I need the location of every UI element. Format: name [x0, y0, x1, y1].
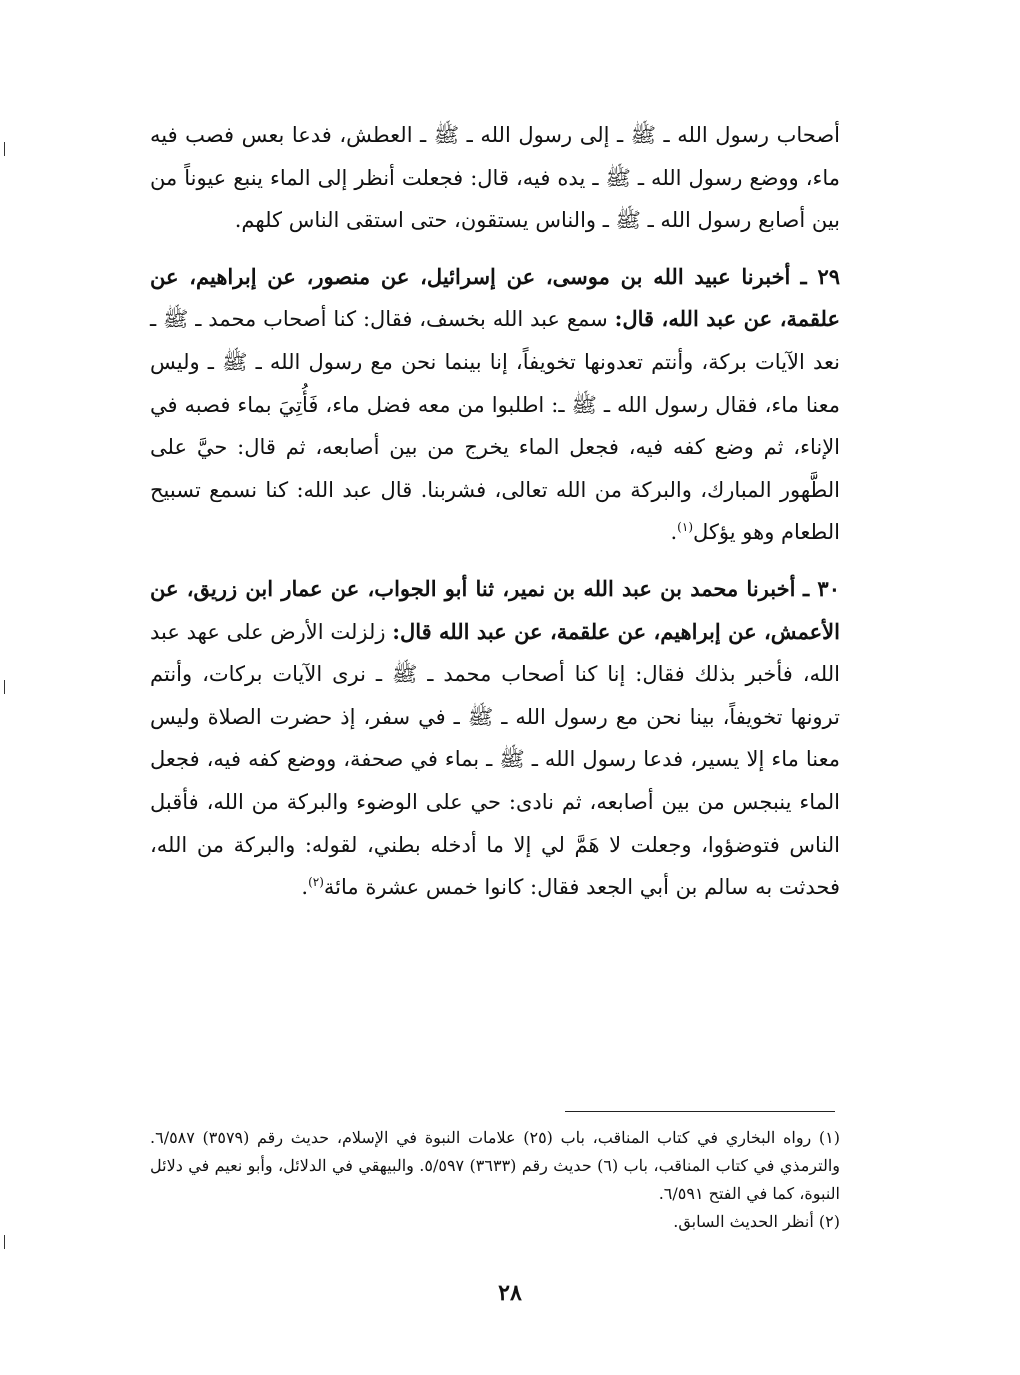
- scan-margin-mark: [4, 142, 15, 156]
- footnote-1: (١) رواه البخاري في كتاب المناقب، باب (٢٥) علامات النبوة في الإسلام، حديث رقم (٣٥٧٩) ٦/٥٨٧. والترمذي في كتاب المناقب، باب (٦) حديث رقم (٣٦٣٣) ٥/٥٩٧. والبيهقي في الدلائل، وأبو نعيم في دلائل النبوة، كما في الفتح ٦/٥٩١.: [150, 1128, 841, 1203]
- paragraph-text: أصحاب رسول الله ـ ﷺ ـ إلى رسول الله ـ ﷺ ـ العطش، فدعا بعس فصب فيه ماء، ووضع رسول الله ـ ﷺ ـ يده فيه، قال: فجعلت أنظر إلى الماء ينبع عيوناً من بين أصابع رسول الله ـ ﷺ ـ والناس يستقون، حتى استقى الناس كلهم.: [150, 123, 840, 233]
- page-number: ٢٨: [498, 1280, 522, 1306]
- hadith-text: سمع عبد الله بخسف، فقال: كنا أصحاب محمد ـ ﷺ ـ نعد الآيات بركة، وأنتم تعدونها تخويفاً، إنا بينما نحن مع رسول الله ـ ﷺ ـ وليس معنا ماء، فقال رسول الله ـ ﷺ ـ: اطلبوا من معه فضل ماء، فَأُتِيَ بماء فصبه في الإناء، ثم وضع كفه فيه، فجعل الماء يخرج من بين أصابعه، ثم قال: حيَّ على الطَّهور المبارك، والبركة من الله تعالى، فشربنا. قال عبد الله: كنا نسمع تسبيح الطعام وهو يؤكل: [150, 307, 841, 545]
- hadith-30: [150, 568, 840, 909]
- hadith-number: ٣٠ ـ: [803, 575, 840, 601]
- footnote-reference[interactable]: (٢): [308, 875, 324, 890]
- hadith-end: .: [301, 875, 309, 900]
- hadith-isnad: أخبرنا عبيد الله بن موسى، عن إسرائيل، عن منصور، عن إبراهيم، عن علقمة، عن عبد الله، قال:: [150, 263, 840, 332]
- hadith-text: زلزلت الأرض على عهد عبد الله، فأخبر بذلك فقال: إنا كنا أصحاب محمد ـ ﷺ ـ نرى الآيات بركات، وأنتم ترونها تخويفاً، بينا نحن مع رسول الله ـ ﷺ ـ في سفر، إذ حضرت الصلاة وليس معنا ماء إلا يسير، فدعا رسول الله ـ ﷺ ـ بماء في صحفة، ووضع كفه فيه، فجعل الماء ينبجس من بين أصابعه، ثم نادى: حي على الوضوء والبركة من الله، فأقبل الناس فتوضؤوا، وجعلت لا هَمَّ لي إلا ما أدخله بطني، لقوله: والبركة من الله، فحدثت به سالم بن أبي الجعد فقال: كانوا خمس عشرة مائة: [150, 619, 840, 900]
- footnotes: [150, 1124, 840, 1236]
- footnote-separator: [565, 1111, 835, 1112]
- footnote-reference[interactable]: (١): [677, 520, 693, 535]
- footnote-2: (٢) أنظر الحديث السابق.: [673, 1212, 840, 1231]
- scan-margin-mark: [4, 1235, 15, 1249]
- hadith-29: [150, 256, 840, 554]
- scan-margin-mark: [4, 680, 15, 694]
- hadith-isnad: أخبرنا محمد بن عبد الله بن نمير، ثنا أبو الجواب، عن عمار ابن زريق، عن الأعمش، عن إبراهيم، عن علقمة، عن عبد الله قال:: [150, 575, 840, 644]
- hadith-end: .: [670, 520, 678, 545]
- hadith-number: ٢٩ ـ: [800, 263, 840, 289]
- main-text: [150, 114, 840, 909]
- paragraph-continuation: [150, 114, 840, 242]
